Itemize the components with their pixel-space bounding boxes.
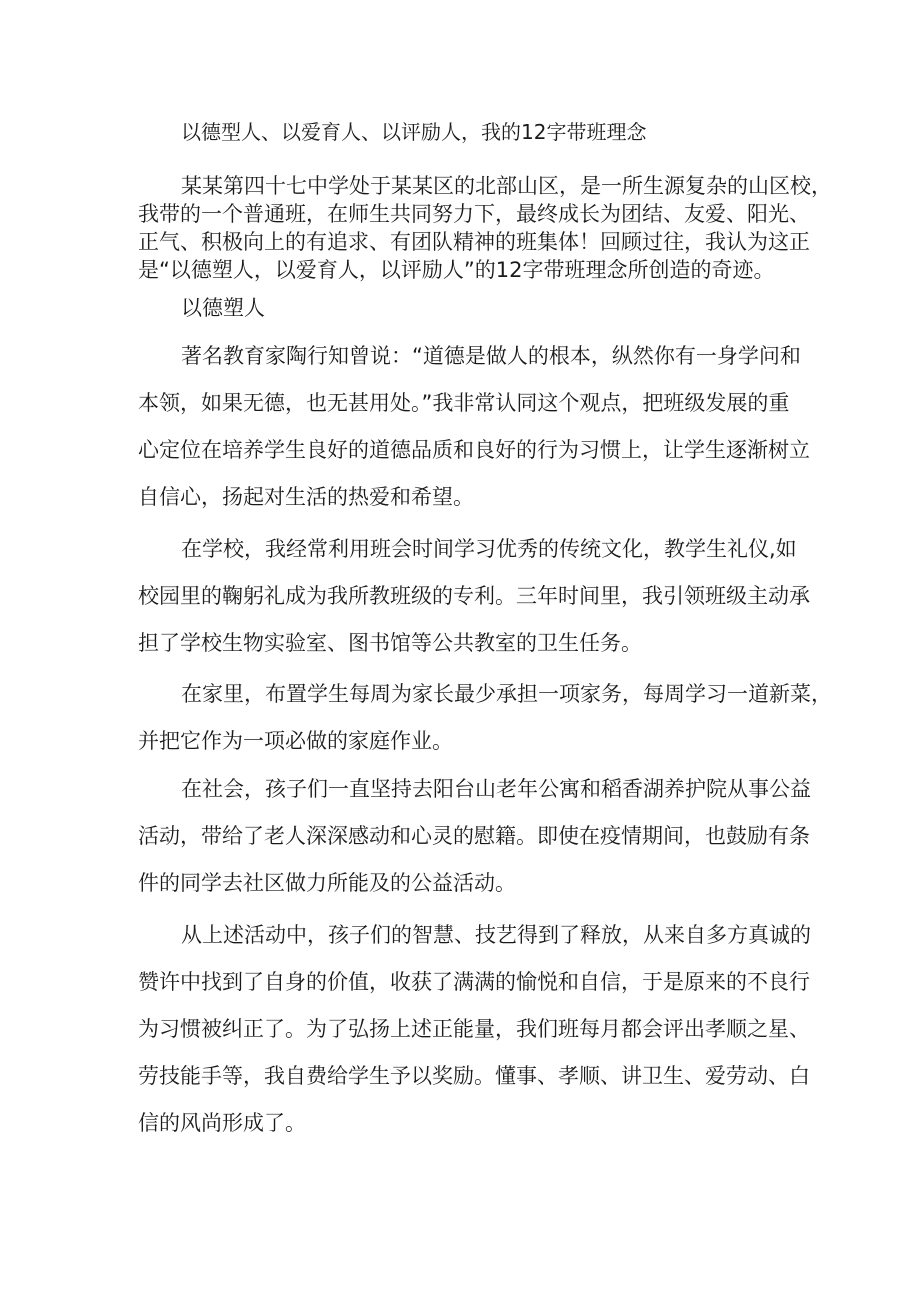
para2-line: 校园里的鞠躬礼成为我所教班级的专利。三年时间里，我引领班级主动承 bbox=[138, 584, 810, 608]
para4-line: 在社会，孩子们一直坚持去阳台山老年公寓和稻香湖养护院从事公益 bbox=[181, 777, 811, 801]
para5-line: 劳技能手等，我自费给学生予以奖励。懂事、孝顺、讲卫生、爱劳动、白 bbox=[138, 1064, 810, 1088]
para3-line: 并把它作为一项必做的家庭作业。 bbox=[138, 729, 453, 753]
intro-line: 正气、积极向上的有追求、有团队精神的班集体！回顾过往，我认为这正 bbox=[138, 230, 810, 254]
intro-line: 是“以德塑人，以爱育人，以评励人”的12字带班理念所创造的奇迹。 bbox=[138, 258, 775, 282]
para2-line: 在学校，我经常利用班会时间学习优秀的传统文化，教学生礼仪,如 bbox=[181, 537, 797, 561]
intro-line: 我带的一个普通班，在师生共同努力下，最终成长为团结、友爱、阳光、 bbox=[138, 202, 810, 226]
para1-line: 自信心，扬起对生活的热爱和希望。 bbox=[138, 485, 474, 509]
para3-line: 在家里，布置学生每周为家长最少承担一项家务，每周学习一道新菜， bbox=[181, 682, 832, 706]
para4-line: 活动，带给了老人深深感动和心灵的慰籍。即使在疫情期间，也鼓励有条 bbox=[138, 824, 810, 848]
para2-line: 担了学校生物实验室、图书馆等公共教室的卫生任务。 bbox=[138, 631, 642, 655]
para5-line: 赞许中找到了自身的价值，收获了满满的愉悦和自信，于是原来的不良行 bbox=[138, 970, 810, 994]
para5-line: 为习惯被纠正了。为了弘扬上述正能量，我们班每月都会评出孝顺之星、 bbox=[138, 1017, 810, 1041]
document-title: 以德型人、以爱育人、以评励人，我的12字带班理念 bbox=[181, 120, 647, 144]
para1-line: 著名教育家陶行知曾说：“道德是做人的根本，纵然你有一身学问和 bbox=[181, 344, 801, 368]
para1-line: 心定位在培养学生良好的道德品质和良好的行为习惯上，让学生逐渐树立 bbox=[138, 438, 810, 462]
intro-line: 某某第四十七中学处于某某区的北部山区，是一所生源复杂的山区校， bbox=[181, 174, 832, 198]
para4-line: 件的同学去社区做力所能及的公益活动。 bbox=[138, 871, 516, 895]
section-heading: 以德塑人 bbox=[181, 296, 265, 320]
para5-line: 从上述活动中，孩子们的智慧、技艺得到了释放，从来自多方真诚的 bbox=[181, 923, 811, 947]
para5-line: 信的风尚形成了。 bbox=[138, 1111, 306, 1135]
para1-line: 本领，如果无德，也无甚用处。”我非常认同这个观点，把班级发展的重 bbox=[138, 391, 790, 415]
